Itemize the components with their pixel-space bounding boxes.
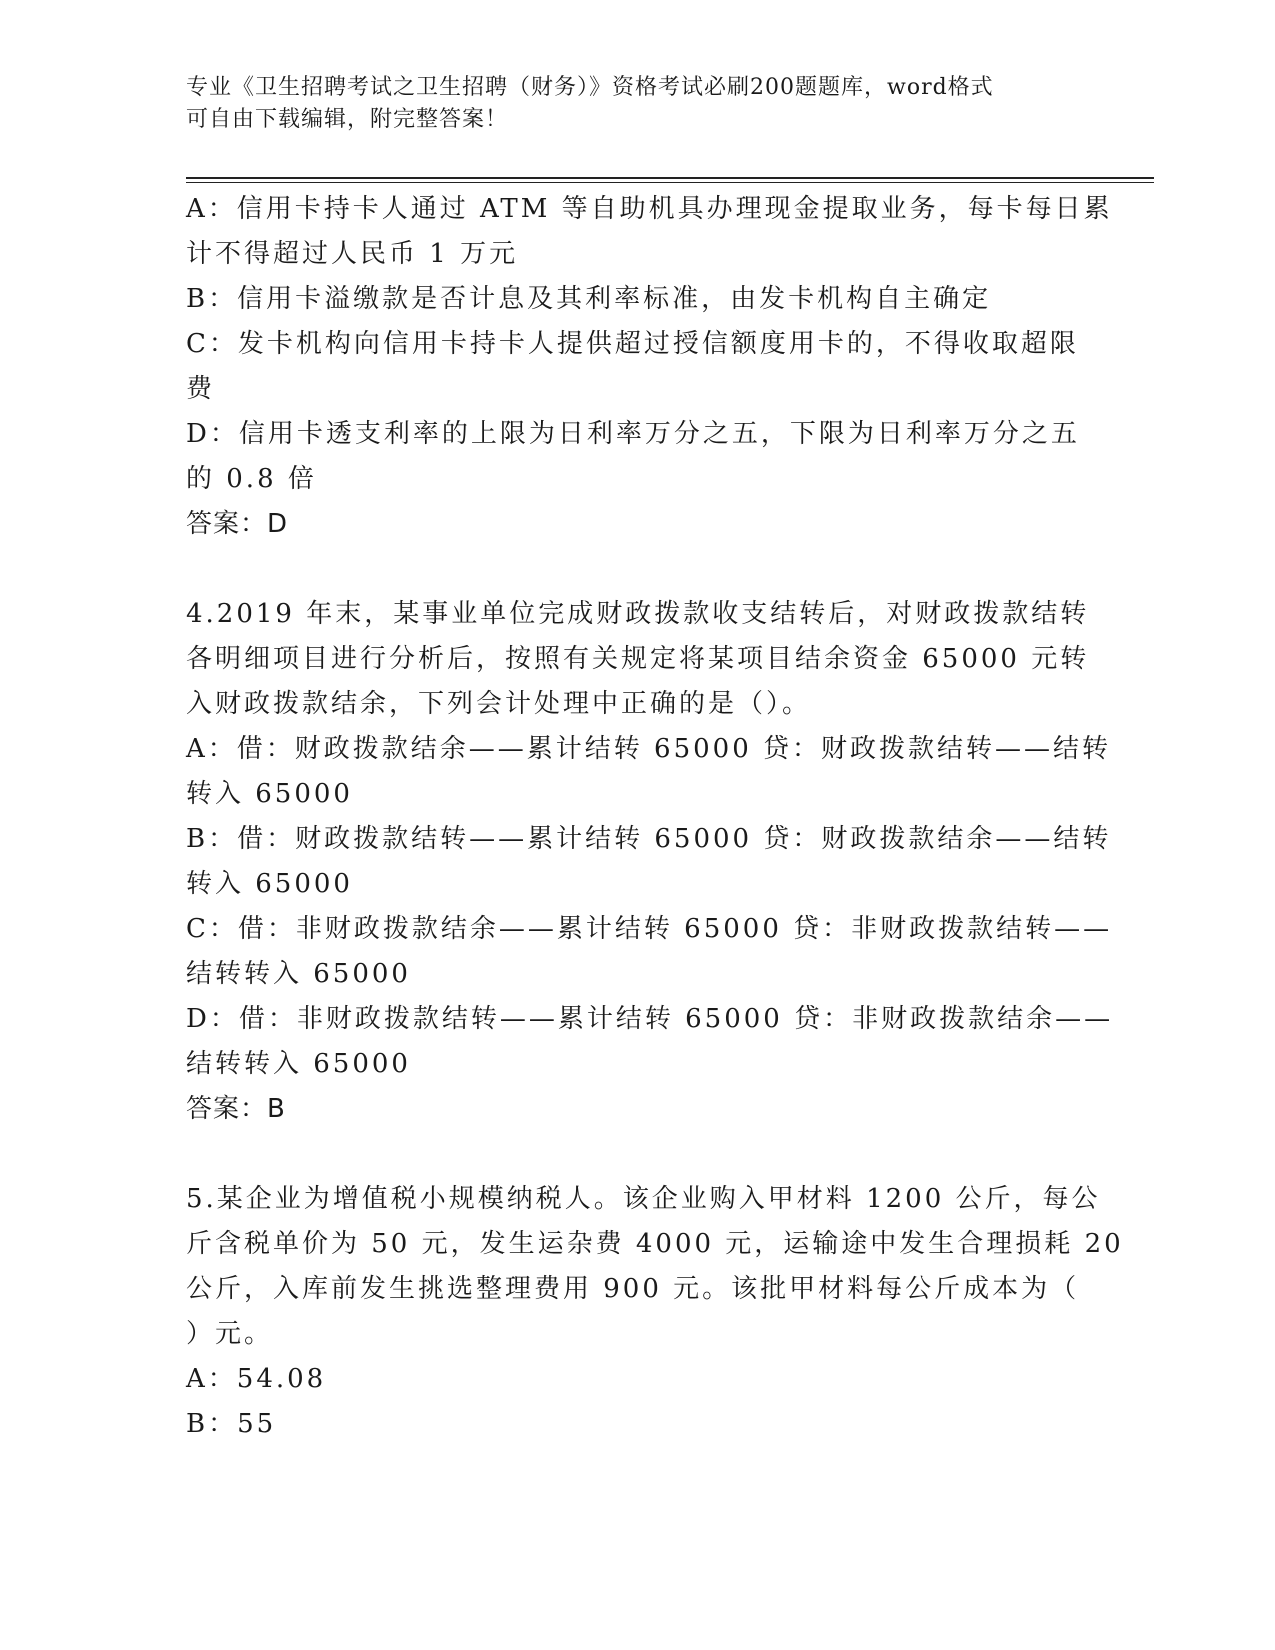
header-line-2: 可自由下载编辑，附完整答案！ [186,107,509,132]
option-a-line-2: 计不得超过人民币 1 万元 [186,239,519,269]
option-d-line-1: D：信用卡透支利率的上限为日利率万分之五，下限为日利率万分之五 [186,419,1080,449]
option-c-line-1: C：发卡机构向信用卡持卡人提供超过授信额度用卡的，不得收取超限 [186,329,1079,359]
header-line-1: 专业《卫生招聘考试之卫生招聘（财务）》资格考试必刷200题题库，word格式 [186,75,994,100]
option-a-line-1: A：54.08 [186,1364,327,1394]
question-stem-line-1: 5.某企业为增值税小规模纳税人。该企业购入甲材料 1200 公斤，每公 [186,1184,1101,1214]
option-a-line-1: A：信用卡持卡人通过 ATM 等自助机具办理现金提取业务，每卡每日累 [186,194,1113,224]
answer-label: 答案：D [186,509,289,539]
spacer [186,547,1076,592]
question-stem-line-1: 4.2019 年末，某事业单位完成财政拨款收支结转后，对财政拨款结转 [186,599,1090,629]
question-stem-line-4: ）元。 [186,1319,274,1349]
spacer [186,1132,1076,1177]
page-header [186,72,1066,136]
option-b-line-2: 转入 65000 [186,869,353,899]
question-stem-line-3: 公斤，入库前发生挑选整理费用 900 元。该批甲材料每公斤成本为（ [186,1274,1080,1304]
option-a-line-2: 转入 65000 [186,779,353,809]
option-b-line-1: B：信用卡溢缴款是否计息及其利率标准，由发卡机构自主确定 [186,284,992,314]
option-c-line-2: 费 [186,374,216,404]
option-d-line-2: 的 0.8 倍 [186,464,317,494]
header-rule-thick [186,177,1154,179]
question-4 [186,592,1114,1132]
option-b-line-1: B：借：财政拨款结转——累计结转 65000 贷：财政拨款结余——结转 [186,824,1112,854]
question-stem-line-3: 入财政拨款结余，下列会计处理中正确的是（）。 [186,689,812,719]
question-3-options [186,187,1113,547]
question-stem-line-2: 各明细项目进行分析后，按照有关规定将某项目结余资金 65000 元转 [186,644,1090,674]
option-c-line-2: 结转转入 65000 [186,959,411,989]
option-b-line-1: B：55 [186,1409,277,1439]
answer-label: 答案：B [186,1094,286,1124]
question-stem-line-2: 斤含税单价为 50 元，发生运杂费 4000 元，运输途中发生合理损耗 20 [186,1229,1124,1259]
option-a-line-1: A：借：财政拨款结余——累计结转 65000 贷：财政拨款结转——结转 [186,734,1112,764]
option-c-line-1: C：借：非财政拨款结余——累计结转 65000 贷：非财政拨款结转—— [186,914,1113,944]
option-d-line-1: D：借：非财政拨款结转——累计结转 65000 贷：非财政拨款结余—— [186,1004,1114,1034]
document-body [186,187,1124,1447]
option-d-line-2: 结转转入 65000 [186,1049,411,1079]
question-5 [186,1177,1124,1447]
header-rule-thin [186,182,1154,183]
